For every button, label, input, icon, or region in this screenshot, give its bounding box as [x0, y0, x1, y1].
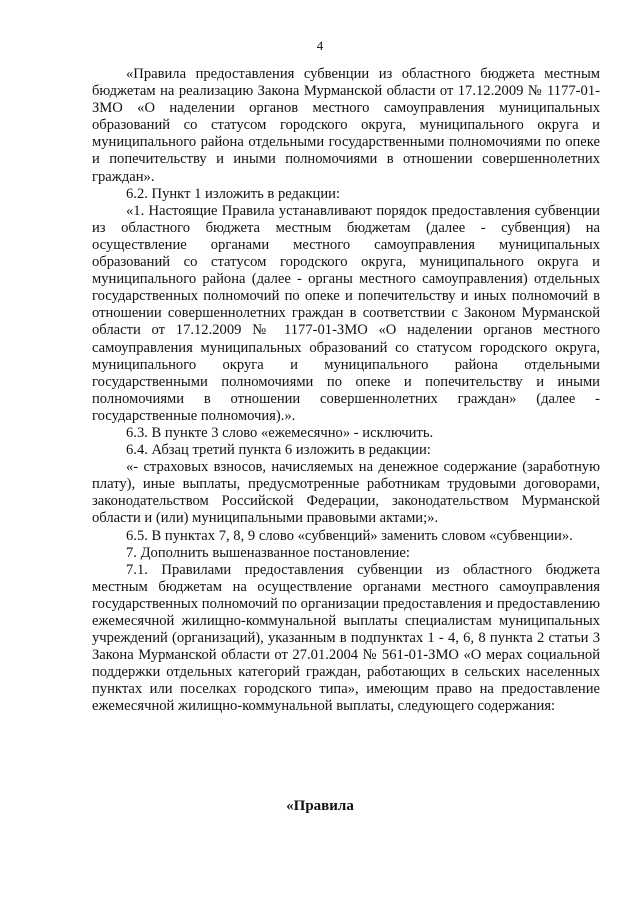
paragraph-6-5: 6.5. В пунктах 7, 8, 9 слово «субвенций» заменить словом «субвенции». — [126, 527, 573, 544]
section-heading: «Правила — [286, 798, 354, 814]
paragraph-rules-title: «Правила предоставления субвенции из областного бюджета местным бюджетам на реализацию Закона Мурманской области от 17.12.2009 № 1177-01-ЗМО «О наделении органов местного самоуправления муниципальных образований со статусом городского округа, муниципального округа и муниципального района отдельными государственными полномочиями по опеке и попечительству и иными полномочиями в отношении совершеннолетних граждан». — [92, 66, 600, 185]
paragraph-6-3: 6.3. В пункте 3 слово «ежемесячно» - исключить. — [126, 424, 434, 441]
paragraph-6-2-text: «1. Настоящие Правила устанавливают порядок предоставления субвенции из областного бюджета местным бюджетам (далее - субвенция) на осуществление органами местного самоуправления муниципальных образований со статусом городского округа, муниципального округа и муниципального района (далее - органы местного самоуправления) отдельных государственных полномочий по опеке и попечительству и иных полномочий в отношении совершеннолетних граждан в соответствии с Законом Мурманской области от 17.12.2009 № 1177-01-ЗМО «О наделении органов местного самоуправления муниципальных образований со статусом городского округа, муниципального округа и муниципального района отдельными государственными полномочиями по опеке и попечительству и иными полномочиями в отношении совершеннолетних граждан» (далее - государственные полномочия).». — [92, 202, 600, 424]
paragraph-7: 7. Дополнить вышеназванное постановление: — [126, 544, 410, 561]
paragraph-6-4: 6.4. Абзац третий пункта 6 изложить в редакции: — [126, 442, 431, 459]
paragraph-6-4-text: «- страховых взносов, начисляемых на денежное содержание (заработную плату), иные выплаты, предусмотренные работникам трудовыми договорами, законодательством Российской Федерации, законодательством Мурманской области и (или) муниципальными правовыми актами;». — [92, 459, 600, 527]
document-body — [92, 66, 600, 716]
paragraph-7-1: 7.1. Правилами предоставления субвенции из областного бюджета местным бюджетам на осуществление органами местного самоуправления государственных полномочий по организации предоставления и предоставлению ежемесячной жилищно-коммунальной выплаты специалистам муниципальных учреждений (организаций), указанным в подпунктах 1 - 4, 6, 8 пункта 2 статьи 3 Закона Мурманской области от 27.01.2004 № 561-01-ЗМО «О мерах социальной поддержки отдельных категорий граждан, работающих в сельских населенных пунктах или поселках городского типа», имеющим право на предоставление ежемесячной жилищно-коммунальной выплаты, следующего содержания: — [92, 561, 600, 715]
paragraph-6-2: 6.2. Пункт 1 изложить в редакции: — [126, 185, 341, 202]
page-number: 4 — [316, 38, 324, 53]
